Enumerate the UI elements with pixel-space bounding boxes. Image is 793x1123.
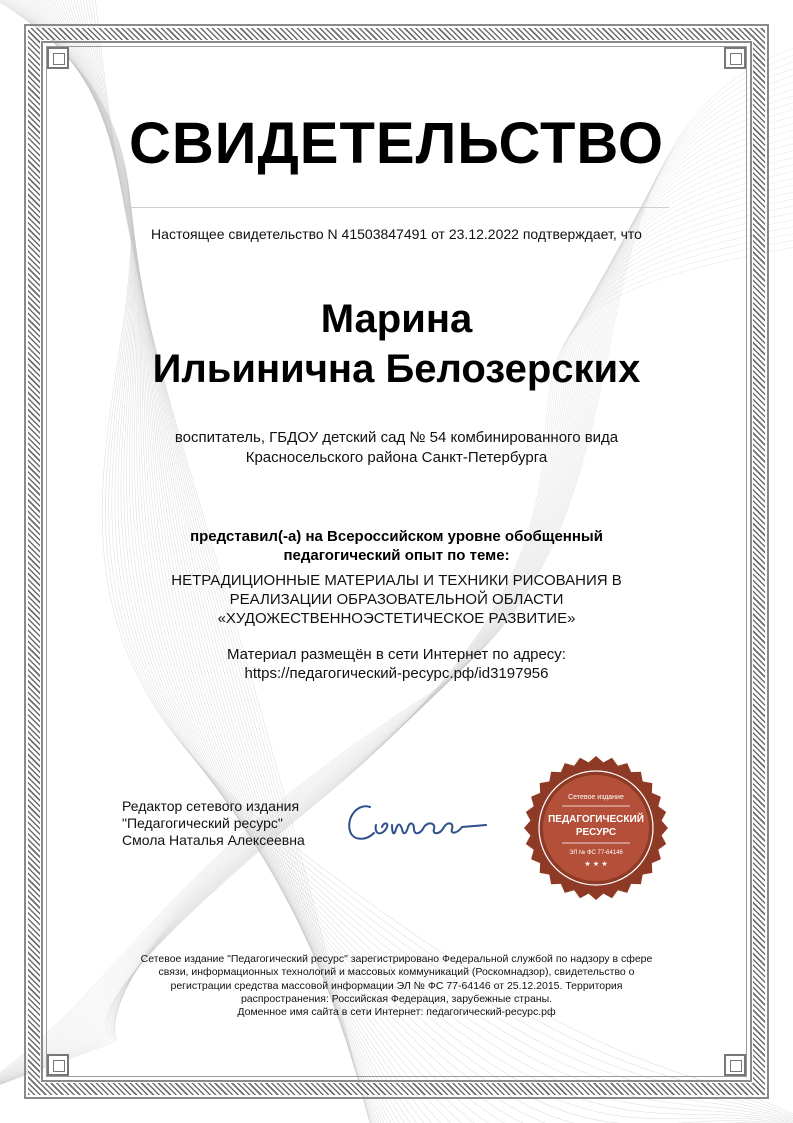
editor-name: Смола Наталья Алексеевна: [122, 832, 305, 848]
position-line: воспитатель, ГБДОУ детский сад № 54 комбинированного вида: [174, 429, 619, 446]
footer-line: Сетевое издание "Педагогический ресурс" зарегистрировано Федеральной службой по надзору в сфере: [140, 953, 653, 965]
publication-seal: [522, 754, 670, 902]
presented-statement: [150, 527, 643, 565]
editor-block: [122, 798, 342, 849]
recipient-first-name: Марина: [320, 297, 473, 341]
editor-signature: [340, 795, 500, 855]
corner-ornament-top-left: [47, 47, 69, 69]
seal-stars: ★ ★ ★: [584, 860, 608, 868]
material-label: Материал размещён в сети Интернет по адресу:: [227, 646, 566, 663]
corner-ornament-top-right: [724, 47, 746, 69]
seal-name-line: РЕСУРС: [575, 827, 617, 838]
footer-line: связи, информационных технологий и массовых коммуникаций (Роскомнадзор), свидетельство о: [158, 966, 635, 979]
footer-line: Доменное имя сайта в сети Интернет: педагогический-ресурс.рф: [237, 1006, 556, 1019]
certificate-intro: Настоящее свидетельство N 41503847491 от 23.12.2022 подтверждает, что: [151, 226, 642, 242]
seal-top-text: Сетевое издание: [568, 794, 624, 801]
seal-name-line: ПЕДАГОГИЧЕСКИЙ: [548, 814, 644, 825]
presented-line: педагогический опыт по теме:: [283, 547, 510, 564]
topic-title: [130, 571, 663, 628]
corner-ornament-bottom-left: [47, 1054, 69, 1076]
editor-role: Редактор сетевого издания: [122, 798, 300, 814]
editor-publication: "Педагогический ресурс": [122, 815, 283, 831]
footer-line: распространения: Российская Федерация, зарубежные страны.: [240, 992, 553, 1005]
recipient-position: [150, 428, 643, 468]
recipient-name: [0, 294, 793, 394]
topic-line: «ХУДОЖЕСТВЕННОЭСТЕТИЧЕСКОЕ РАЗВИТИЕ»: [217, 610, 576, 627]
position-line: Красносельского района Санкт-Петербурга: [245, 449, 548, 466]
material-url: https://педагогический-ресурс.рф/id3197956: [244, 665, 549, 682]
title-divider: [124, 207, 669, 208]
corner-ornament-bottom-right: [724, 1054, 746, 1076]
registration-footer: [118, 953, 675, 1019]
topic-line: РЕАЛИЗАЦИИ ОБРАЗОВАТЕЛЬНОЙ ОБЛАСТИ: [229, 591, 564, 608]
topic-line: НЕТРАДИЦИОННЫЕ МАТЕРИАЛЫ И ТЕХНИКИ РИСОВАНИЯ В: [171, 572, 622, 589]
material-location: [150, 645, 643, 683]
footer-line: регистрации средства массовой информации ЭЛ № ФС 77-64146 от 25.12.2015. Территория: [170, 979, 623, 992]
certificate-title: СВИДЕТЕЛЬСТВО: [129, 111, 664, 176]
recipient-patronymic-surname: Ильинична Белозерских: [152, 347, 641, 391]
presented-line: представил(-а) на Всероссийском уровне обобщенный: [190, 528, 603, 545]
seal-registration: ЭЛ № ФС 77-64146: [569, 850, 623, 856]
